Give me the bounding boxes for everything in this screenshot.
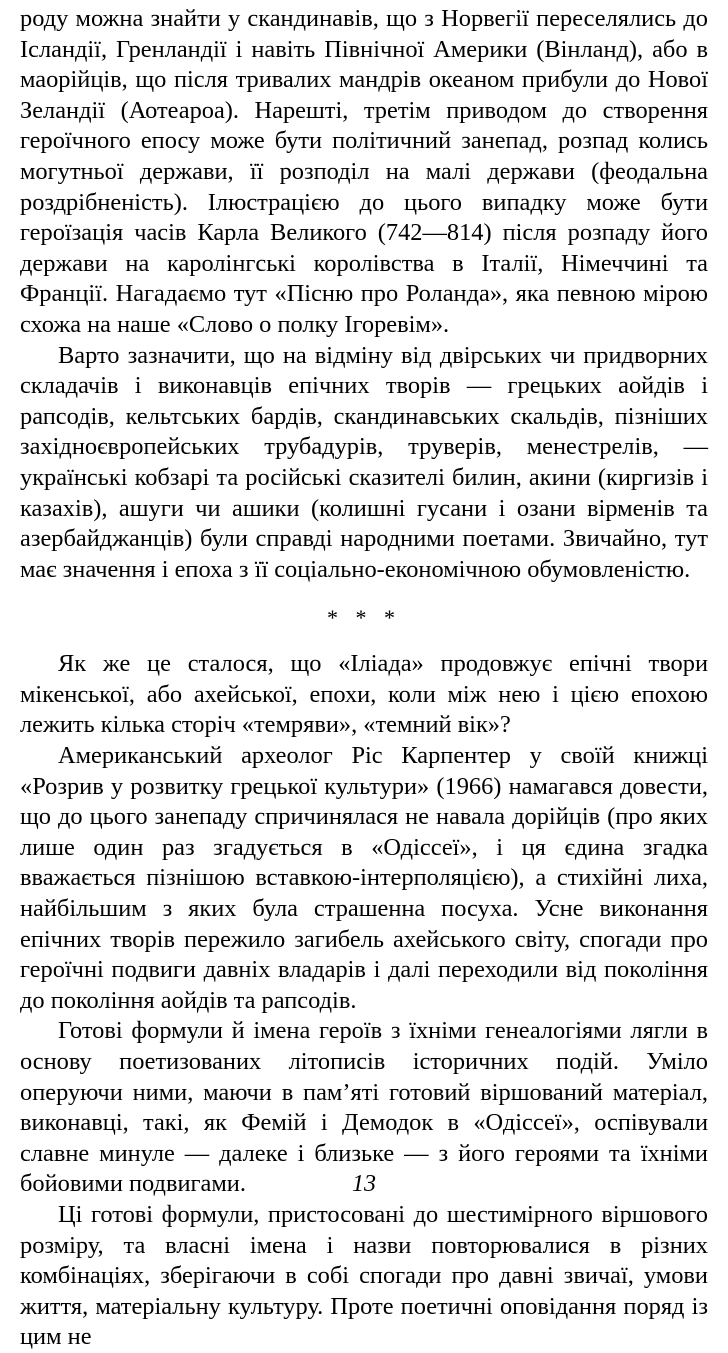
paragraph-continuation: роду можна знайти у скандинавів, що з Норвегії переселялись до Ісландії, Гренландії і навіть Північної Америки (Вінланд), або в маорійців, що після тривалих мандрів океаном прибули до Нової Зеландії (Аотеароа). Нарешті, третім приводом до створення героїчного епосу може бути політичний занепад, розпад колись могутньої держави, її розподіл на малі держави (феодальна роздрібненість). Ілюстрацією до цього випадку може бути героїзація часів Карла Великого (742—814) після розпаду його держави на каролінгські королівства в Італії, Німеччині та Франції. Нагадаємо тут «Пісню про Роланда», яка певною мірою схожа на наше «Слово о полку Ігоревім». xyxy=(20,5,708,338)
paragraph: Варто зазначити, що на відміну від двірських чи придворних складачів і виконавців епічних творів — грецьких аойдів і рапсодів, кельтських бардів, скандинавських скальдів, пізніших західноєвропейських трубадурів, труверів, менестрелів, — українські кобзарі та російські сказителі билин, акини (киргизів і казахів), ашуги чи ашики (колишні гусани і озани вірменів та азербайджанців) були справді народними поетами. Звичайно, тут має значення і епоха з її соціально-економічною обумовленістю. xyxy=(20,341,708,583)
paragraph: Готові формули й імена героїв з їхніми генеалогіями лягли в основу поетизованих літописів історичних подій. Уміло оперуючи ними, маючи в пам’яті готовий віршований матеріал, виконавці, такі, як Фемій і Демодок в «Одіссеї», оспівували славне минуле — далеке і близьке — з його героями та їхніми бойовими подвигами. xyxy=(20,1017,708,1198)
section-divider: * * * xyxy=(327,605,401,631)
paragraph: Як же це сталося, що «Іліада» продовжує епічні твори мікенської, або ахейської, епохи, коли між нею і цією епохою лежить кілька сторіч «темряви», «темний вік»? xyxy=(20,650,708,739)
paragraph: Ці готові формули, пристосовані до шестимірного віршового розміру, та власні імена і назви повторювалися в різних комбінаціях, зберігаючи в собі спогади про давні звичаї, умови життя, матеріальну культуру. Проте поетичні оповідання поряд із цим не xyxy=(20,1200,708,1351)
page-body xyxy=(20,4,708,1353)
page-number: 13 xyxy=(352,1171,376,1197)
paragraph: Американський археолог Ріс Карпентер у своїй книжці «Розрив у розвитку грецької культури» (1966) намагався довести, що до цього занепаду спричинялася не навала дорійців (про яких лише один раз згадується в «Одіссеї», і ця єдина згадка вважається пізнішою вставкою-інтерполяцією), а стихійні лиха, найбільшим з яких була страшенна посуха. Усне виконання епічних творів пережило загибель ахейського світу, спогади про героїчні подвиги давніх владарів і далі переходили від покоління до покоління аойдів та рапсодів. xyxy=(20,742,708,1014)
